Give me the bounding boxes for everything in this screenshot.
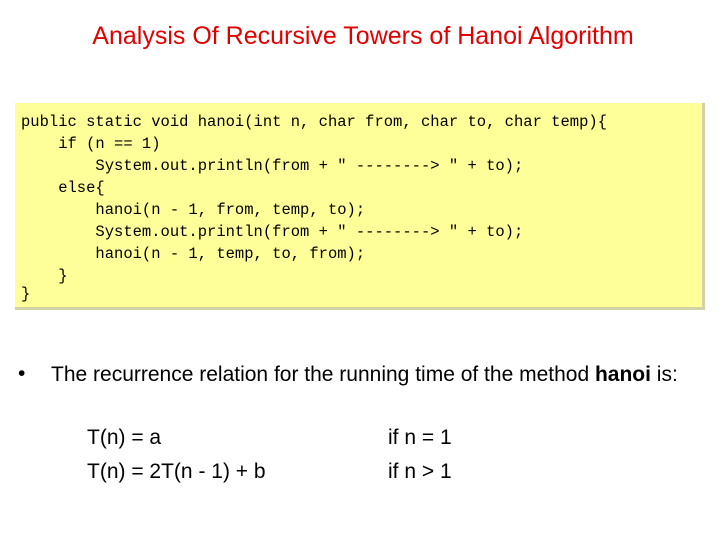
code-line-7: hanoi(n - 1, temp, to, from); bbox=[21, 245, 366, 263]
code-line-6: System.out.println(from + " --------> " + to); bbox=[21, 223, 524, 241]
code-line-5: hanoi(n - 1, from, temp, to); bbox=[21, 201, 366, 219]
bullet-text-after: is: bbox=[650, 363, 678, 386]
bullet-point: • bbox=[18, 362, 26, 385]
recurrence-condition-1: if n = 1 bbox=[388, 426, 452, 449]
bullet-text bbox=[51, 362, 711, 388]
bullet-text-before: The recurrence relation for the running time of the method bbox=[51, 363, 595, 386]
method-name: hanoi bbox=[594, 363, 651, 386]
code-line-1: public static void hanoi(int n, char from, char to, char temp){ bbox=[21, 113, 607, 131]
code-line-2: if (n == 1) bbox=[21, 135, 161, 153]
code-line-9: } bbox=[21, 285, 31, 303]
code-line-8: } bbox=[21, 267, 68, 285]
recurrence-condition-2: if n > 1 bbox=[388, 460, 452, 483]
code-line-3: System.out.println(from + " --------> " + to); bbox=[21, 157, 524, 175]
code-line-4: else{ bbox=[21, 179, 105, 197]
recurrence-expression-2: T(n) = 2T(n - 1) + b bbox=[87, 460, 266, 483]
code-block bbox=[15, 103, 705, 310]
slide-title: Analysis Of Recursive Towers of Hanoi Algorithm bbox=[92, 22, 634, 50]
recurrence-expression-1: T(n) = a bbox=[87, 426, 162, 449]
